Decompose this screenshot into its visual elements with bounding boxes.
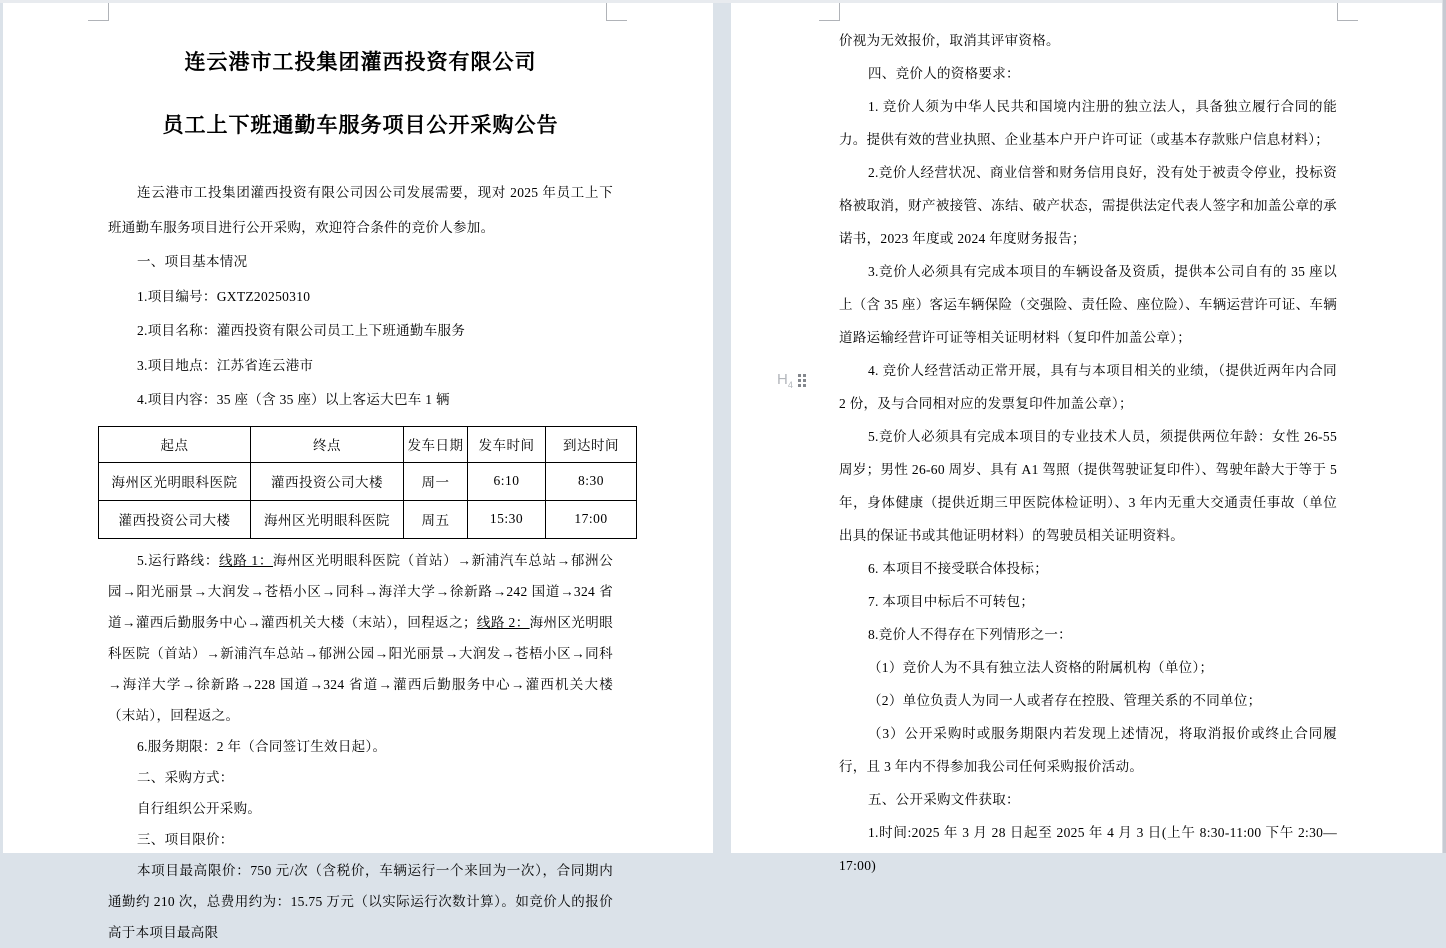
- route-label: 5.运行路线：: [137, 552, 220, 568]
- document-title-announcement[interactable]: 员工上下班通勤车服务项目公开采购公告: [162, 113, 559, 137]
- paragraph-project-location[interactable]: 3.项目地点：江苏省连云港市: [137, 357, 314, 373]
- route-line1-label: 线路 1：: [219, 552, 274, 568]
- paragraph-route[interactable]: [108, 545, 613, 731]
- section-procurement-terms: [108, 545, 613, 948]
- section-heading-5[interactable]: 五、公开采购文件获取：: [868, 792, 1020, 807]
- paragraph-price-limit-continued[interactable]: 价视为无效报价，取消其评审资格。: [839, 33, 1060, 48]
- table-row: [99, 462, 637, 500]
- cell-departure-time: 15:30: [468, 500, 546, 538]
- document-page-2[interactable]: [731, 3, 1443, 873]
- document-page-1[interactable]: [3, 3, 713, 940]
- margin-crop-mark-top-left: [88, 3, 109, 21]
- paragraph-qualification-4[interactable]: 4. 竞价人经营活动正常开展，具有与本项目相关的业绩，（提供近两年内合同 2 份，及与合同相对应的发票复印件加盖公章）；: [839, 363, 1337, 411]
- cell-arrival-time: 17:00: [546, 500, 637, 538]
- table-row: [99, 500, 637, 538]
- margin-crop-mark-top-left: [819, 3, 840, 21]
- section-project-basics: [108, 176, 613, 418]
- paragraph-situation-1[interactable]: （1）竞价人为不具有独立法人资格的附属机构（单位）；: [868, 660, 1214, 675]
- section-heading-1[interactable]: 一、项目基本情况: [137, 254, 248, 269]
- paragraph-qualification-2[interactable]: 2.竞价人经营状况、商业信誉和财务信用良好，没有处于被责令停业，投标资格被取消，财产被接管、冻结、破产状态，需提供法定代表人签字和加盖公章的承诺书，2023 年度或 2024 年度财务报告；: [839, 165, 1337, 246]
- table-header-destination: 终点: [251, 426, 404, 462]
- paragraph-price-limit[interactable]: 本项目最高限价：750 元/次（含税价，车辆运行一个来回为一次），合同期内通勤约 210 次，总费用约为：15.75 万元（以实际运行次数计算）。如竞价人的报价高于本项目最高限: [108, 862, 613, 940]
- paragraph-project-name[interactable]: 2.项目名称：灌西投资有限公司员工上下班通勤车服务: [137, 323, 466, 338]
- cell-origin: 灌西投资公司大楼: [99, 500, 251, 538]
- cell-departure-time: 6:10: [468, 462, 546, 500]
- cell-destination: 灌西投资公司大楼: [251, 462, 404, 500]
- paragraph-qualification-7[interactable]: 7. 本项目中标后不可转包；: [868, 594, 1035, 609]
- section-heading-4[interactable]: 四、竞价人的资格要求：: [868, 66, 1020, 81]
- section-heading-2[interactable]: 二、采购方式：: [137, 769, 234, 785]
- paragraph-qualification-6[interactable]: 6. 本项目不接受联合体投标；: [868, 561, 1048, 576]
- cell-departure-day: 周一: [404, 462, 468, 500]
- window-right-edge: [1442, 0, 1446, 853]
- bus-schedule-table[interactable]: [98, 426, 637, 539]
- route-line2-label: 线路 2：: [476, 614, 530, 630]
- table-header-departure-day: 发车日期: [404, 426, 468, 462]
- route-line2-stops: 海州区光明眼科医院（首站）→新浦汽车总站→郁洲公园→阳光丽景→大润发→苍梧小区→同科→海洋大学→徐新路→228 国道→324 省道→灌西后勤服务中心→灌西机关大楼（末站），回程返之。: [108, 614, 613, 723]
- paragraph-document-time[interactable]: 1.时间:2025 年 3 月 28 日起至 2025 年 4 月 3 日(上午 8:30-11:00 下午 2:30—17:00): [839, 825, 1337, 873]
- heading-level-marker: [777, 371, 806, 390]
- paragraph-project-number[interactable]: 1.项目编号：GXTZ20250310: [137, 288, 311, 304]
- drag-handle-icon[interactable]: [798, 374, 806, 387]
- margin-crop-mark-top-right: [606, 3, 627, 21]
- paragraph-situation-2[interactable]: （2）单位负责人为同一人或者存在控股、管理关系的不同单位；: [868, 693, 1262, 708]
- route-line1-stops: 海州区光明眼科医院（首站）→新浦汽车总站→郁洲公园→阳光丽景→大润发→苍梧小区→同科→海洋大学→徐新路→242 国道→324 省道→灌西后勤服务中心→灌西机关大楼（末站），回程返之；: [108, 552, 613, 630]
- page-1-content: [3, 47, 713, 948]
- paragraph-procurement-method[interactable]: 自行组织公开采购。: [137, 800, 262, 816]
- table-header-departure-time: 发车时间: [468, 426, 546, 462]
- paragraph-intro[interactable]: 连云港市工投集团灌西投资有限公司因公司发展需要，现对 2025 年员工上下班通勤车服务项目进行公开采购，欢迎符合条件的竞价人参加。: [108, 185, 613, 235]
- heading-h4-label: $H_4$: [777, 371, 793, 390]
- paragraph-qualification-5[interactable]: 5.竞价人必须具有完成本项目的专业技术人员，须提供两位年龄：女性 26-55 周岁；男性 26-60 周岁、具有 A1 驾照（提供驾驶证复印件）、驾驶年龄大于等于 5 年，身体健康（提供近期三甲医院体检证明）、3 年内无重大交通责任事故（单位出具的保证书或其他证明材料）的驾驶员相关证明资料。: [839, 429, 1337, 543]
- cell-destination: 海州区光明眼科医院: [251, 500, 404, 538]
- margin-crop-mark-top-right: [1337, 3, 1358, 21]
- cell-origin: 海州区光明眼科医院: [99, 462, 251, 500]
- paragraph-qualification-3[interactable]: 3.竞价人必须具有完成本项目的车辆设备及资质，提供本公司自有的 35 座以上（含 35 座）客运车辆保险（交强险、责任险、座位险）、车辆运营许可证、车辆道路运输经营许可证等相关证明材料（复印件加盖公章）；: [839, 264, 1337, 345]
- paragraph-project-content[interactable]: 4.项目内容：35 座（含 35 座）以上客运大巴车 1 辆: [137, 392, 450, 407]
- page-2-content: [731, 3, 1443, 882]
- paragraph-qualification-1[interactable]: 1. 竞价人须为中华人民共和国境内注册的独立法人，具备独立履行合同的能力。提供有效的营业执照、企业基本户开户许可证（或基本存款账户信息材料）；: [839, 99, 1337, 147]
- table-header-origin: 起点: [99, 426, 251, 462]
- cell-arrival-time: 8:30: [546, 462, 637, 500]
- table-header-arrival-time: 到达时间: [546, 426, 637, 462]
- paragraph-qualification-8[interactable]: 8.竞价人不得存在下列情形之一：: [868, 627, 1072, 642]
- table-header-row: [99, 426, 637, 462]
- paragraph-situation-3[interactable]: （3）公开采购时或服务期限内若发现上述情况，将取消报价或终止合同履行，且 3 年内不得参加我公司任何采购报价活动。: [839, 726, 1337, 774]
- cell-departure-day: 周五: [404, 500, 468, 538]
- section-heading-3[interactable]: 三、项目限价：: [137, 831, 234, 847]
- document-title-company[interactable]: 连云港市工投集团灌西投资有限公司: [184, 50, 537, 74]
- paragraph-service-term[interactable]: 6.服务期限：2 年（合同签订生效日起）。: [137, 738, 387, 754]
